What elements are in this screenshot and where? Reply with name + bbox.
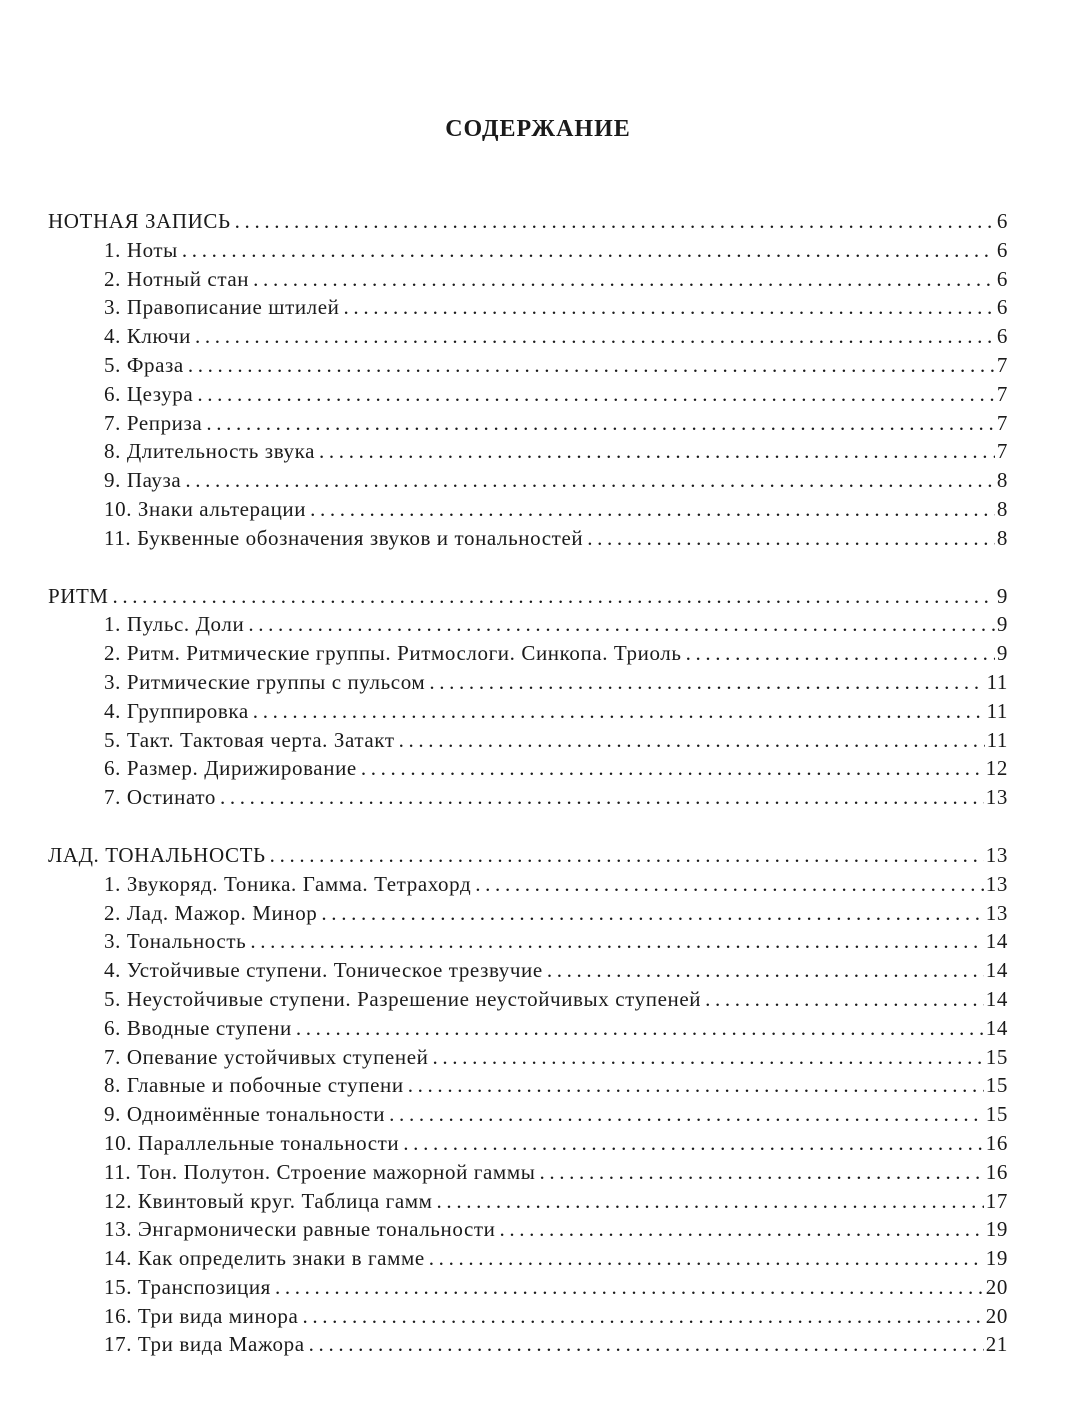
toc-entry[interactable] — [48, 1187, 1008, 1216]
entry-text — [104, 1302, 298, 1331]
page-number: 7 — [996, 410, 1008, 435]
table-of-contents — [48, 207, 1008, 1388]
page-number: 8 — [996, 496, 1008, 521]
entry-number: 2. — [104, 266, 121, 291]
entry-label: Три вида минора — [137, 1303, 299, 1328]
entry-number: 1. — [104, 871, 121, 896]
entry-number: 12. — [104, 1188, 133, 1213]
entry-label: Устойчивые ступени. Тоническое трезвучие — [126, 958, 543, 983]
page-number: 13 — [985, 785, 1008, 810]
entry-text — [104, 1014, 292, 1043]
entry-label: Тон. Полутон. Строение мажорной гаммы — [137, 1159, 536, 1184]
entry-label: Нотный стан — [126, 266, 250, 291]
entry-label: Квинтовый круг. Таблица гамм — [137, 1188, 433, 1213]
entry-text — [104, 1158, 535, 1187]
toc-entry[interactable] — [48, 726, 1008, 755]
toc-entry[interactable] — [48, 927, 1008, 956]
entry-number: 14. — [104, 1246, 133, 1271]
entry-label: Неустойчивые ступени. Разрешение неустойчивых ступеней — [126, 986, 702, 1011]
entry-number: 7. — [104, 1044, 121, 1069]
toc-entry[interactable] — [48, 1071, 1008, 1100]
entry-label: Ключи — [126, 324, 191, 349]
entry-label: Главные и побочные ступени — [126, 1073, 404, 1098]
page-number: 13 — [985, 842, 1008, 867]
toc-entry[interactable] — [48, 985, 1008, 1014]
entry-text — [104, 322, 191, 351]
page-number: 6 — [996, 295, 1008, 320]
toc-entry[interactable] — [48, 1330, 1008, 1359]
entry-text — [104, 726, 395, 755]
toc-entry[interactable] — [48, 1014, 1008, 1043]
entry-text — [104, 754, 357, 783]
entry-label: Тональность — [126, 929, 247, 954]
dot-leader — [182, 236, 995, 265]
entry-text — [104, 1071, 404, 1100]
page-number: 21 — [985, 1332, 1008, 1357]
entry-text — [104, 985, 701, 1014]
entry-label: Пауза — [126, 468, 182, 493]
entry-text — [104, 1244, 425, 1273]
dot-leader — [195, 322, 995, 351]
toc-entry[interactable] — [48, 293, 1008, 322]
dot-leader — [432, 1043, 983, 1072]
entry-number: 11. — [104, 525, 132, 550]
dot-leader — [309, 1330, 984, 1359]
entry-text — [104, 783, 216, 812]
entry-label: Три вида Мажора — [137, 1332, 305, 1357]
entry-text — [104, 1129, 399, 1158]
section-heading-text: ЛАД. ТОНАЛЬНОСТЬ — [48, 842, 266, 867]
page-number: 11 — [986, 727, 1008, 752]
entry-number: 5. — [104, 352, 121, 377]
entry-text — [104, 697, 249, 726]
dot-leader — [310, 495, 995, 524]
entry-number: 8. — [104, 439, 121, 464]
entry-text — [104, 466, 181, 495]
entry-text — [104, 899, 317, 928]
dot-leader — [197, 380, 995, 409]
toc-entry[interactable] — [48, 1302, 1008, 1331]
entry-text — [104, 956, 543, 985]
dot-leader — [429, 1244, 984, 1273]
entry-number: 6. — [104, 1015, 121, 1040]
toc-entry[interactable] — [48, 437, 1008, 466]
entry-text — [104, 265, 249, 294]
entry-label: Энгармонически равные тональности — [137, 1217, 496, 1242]
toc-entry[interactable] — [48, 1100, 1008, 1129]
entry-label: Остинато — [126, 785, 216, 810]
entry-number: 2. — [104, 641, 121, 666]
dot-leader — [319, 437, 995, 466]
entry-label: Ноты — [126, 237, 178, 262]
toc-entry[interactable] — [48, 265, 1008, 294]
entry-label: Звукоряд. Тоника. Гамма. Тетрахорд — [126, 871, 472, 896]
entry-label: Одноимённые тональности — [126, 1102, 386, 1127]
page-number: 14 — [985, 986, 1008, 1011]
entry-text — [104, 1187, 433, 1216]
entry-number: 3. — [104, 929, 121, 954]
dot-leader — [188, 351, 995, 380]
entry-text — [104, 1330, 305, 1359]
page-number: 11 — [986, 669, 1008, 694]
entry-label: Длительность звука — [126, 439, 315, 464]
page-number: 12 — [985, 756, 1008, 781]
entry-number: 1. — [104, 237, 121, 262]
dot-leader — [344, 293, 995, 322]
dot-leader — [112, 582, 994, 611]
toc-entry[interactable] — [48, 870, 1008, 899]
toc-entry[interactable] — [48, 610, 1008, 639]
entry-text — [104, 495, 306, 524]
entry-number: 2. — [104, 900, 121, 925]
dot-leader — [302, 1302, 983, 1331]
page-number: 17 — [985, 1188, 1008, 1213]
toc-entry[interactable] — [48, 351, 1008, 380]
page-number: 15 — [985, 1044, 1008, 1069]
dot-leader — [235, 207, 995, 236]
entry-number: 5. — [104, 727, 121, 752]
entry-text — [104, 870, 471, 899]
entry-number: 6. — [104, 381, 121, 406]
entry-label: Буквенные обозначения звуков и тональностей — [137, 525, 584, 550]
entry-label: Размер. Дирижирование — [126, 756, 357, 781]
entry-text — [104, 236, 178, 265]
dot-leader — [361, 754, 984, 783]
entry-text — [104, 1215, 495, 1244]
entry-label: Правописание штилей — [126, 295, 340, 320]
entry-label: Как определить знаки в гамме — [137, 1246, 425, 1271]
toc-section-heading[interactable] — [48, 207, 1008, 236]
entry-number: 4. — [104, 324, 121, 349]
dot-leader — [275, 1273, 984, 1302]
section-heading-text: НОТНАЯ ЗАПИСЬ — [48, 209, 231, 233]
entry-label: Цезура — [126, 381, 194, 406]
entry-text — [104, 668, 425, 697]
entry-number: 10. — [104, 496, 133, 521]
toc-entry[interactable] — [48, 639, 1008, 668]
entry-number: 8. — [104, 1073, 121, 1098]
toc-entry[interactable] — [48, 322, 1008, 351]
entry-number: 11. — [104, 1159, 132, 1184]
entry-number: 17. — [104, 1332, 133, 1357]
dot-leader — [705, 985, 984, 1014]
toc-entry[interactable] — [48, 1158, 1008, 1187]
page-number: 7 — [996, 439, 1008, 464]
page-number: 6 — [996, 237, 1008, 262]
entry-number: 3. — [104, 669, 121, 694]
dot-leader — [185, 466, 995, 495]
entry-number: 10. — [104, 1130, 133, 1155]
entry-label: Ритм. Ритмические группы. Ритмослоги. Синкопа. Триоль — [126, 641, 682, 666]
page-number: 19 — [985, 1217, 1008, 1242]
page-number: 19 — [985, 1246, 1008, 1271]
section-heading-text: РИТМ — [48, 583, 109, 608]
entry-text — [104, 639, 682, 668]
dot-leader — [539, 1158, 983, 1187]
entry-label: Группировка — [126, 698, 249, 723]
entry-number: 4. — [104, 958, 121, 983]
page-number: 13 — [985, 871, 1008, 896]
entry-text — [104, 293, 340, 322]
toc-section-heading[interactable] — [48, 582, 1008, 611]
entry-text — [104, 1100, 385, 1129]
toc-entry[interactable] — [48, 409, 1008, 438]
page-number: 13 — [985, 900, 1008, 925]
toc-entry[interactable] — [48, 495, 1008, 524]
page-number: 6 — [996, 209, 1008, 233]
entry-text — [104, 351, 184, 380]
dot-leader — [686, 639, 995, 668]
page-number: 14 — [985, 929, 1008, 954]
page-number: 9 — [996, 612, 1008, 637]
page-number: 20 — [985, 1274, 1008, 1299]
page-number: 16 — [985, 1130, 1008, 1155]
page-title: СОДЕРЖАНИЕ — [445, 116, 631, 142]
entry-text — [104, 524, 583, 553]
toc-entry[interactable] — [48, 1043, 1008, 1072]
entry-label: Лад. Мажор. Минор — [126, 900, 318, 925]
toc-entry[interactable] — [48, 1244, 1008, 1273]
toc-entry[interactable] — [48, 668, 1008, 697]
page-number: 7 — [996, 381, 1008, 406]
toc-entry[interactable] — [48, 524, 1008, 553]
toc-entry[interactable] — [48, 899, 1008, 928]
entry-label: Опевание устойчивых ступеней — [126, 1044, 429, 1069]
entry-number: 7. — [104, 785, 121, 810]
toc-entry[interactable] — [48, 956, 1008, 985]
dot-leader — [296, 1014, 984, 1043]
page-number: 9 — [996, 583, 1008, 608]
toc-section — [48, 207, 1008, 553]
page-number: 7 — [996, 352, 1008, 377]
dot-leader — [437, 1187, 984, 1216]
dot-leader — [389, 1100, 984, 1129]
toc-section — [48, 841, 1008, 1359]
entry-number: 4. — [104, 698, 121, 723]
dot-leader — [321, 899, 983, 928]
entry-number: 1. — [104, 612, 121, 637]
dot-leader — [270, 841, 984, 870]
page-number: 8 — [996, 468, 1008, 493]
toc-entry[interactable] — [48, 1215, 1008, 1244]
entry-label: Вводные ступени — [126, 1015, 292, 1040]
page-number: 15 — [985, 1102, 1008, 1127]
entry-label: Знаки альтерации — [137, 496, 307, 521]
entry-text — [104, 1043, 428, 1072]
page-number: 14 — [985, 958, 1008, 983]
toc-entry[interactable] — [48, 1129, 1008, 1158]
entry-label: Такт. Тактовая черта. Затакт — [126, 727, 395, 752]
dot-leader — [475, 870, 984, 899]
page-number: 9 — [996, 641, 1008, 666]
entry-number: 9. — [104, 1102, 121, 1127]
entry-text — [104, 380, 193, 409]
entry-label: Фраза — [126, 352, 184, 377]
entry-number: 13. — [104, 1217, 133, 1242]
entry-text — [104, 927, 246, 956]
entry-number: 5. — [104, 986, 121, 1011]
entry-number: 6. — [104, 756, 121, 781]
dot-leader — [253, 265, 995, 294]
entry-label: Транспозиция — [137, 1274, 271, 1299]
toc-entry[interactable] — [48, 236, 1008, 265]
page-number: 11 — [986, 698, 1008, 723]
entry-label: Пульс. Доли — [126, 612, 245, 637]
dot-leader — [206, 409, 995, 438]
dot-leader — [429, 668, 984, 697]
entry-number: 3. — [104, 295, 121, 320]
dot-leader — [499, 1215, 983, 1244]
toc-entry[interactable] — [48, 380, 1008, 409]
toc-section — [48, 582, 1008, 812]
page-number: 6 — [996, 266, 1008, 291]
dot-leader — [547, 956, 984, 985]
toc-entry[interactable] — [48, 783, 1008, 812]
dot-leader — [403, 1129, 984, 1158]
toc-entry[interactable] — [48, 466, 1008, 495]
page-number: 15 — [985, 1073, 1008, 1098]
dot-leader — [248, 610, 995, 639]
dot-leader — [399, 726, 985, 755]
entry-text — [104, 409, 202, 438]
dot-leader — [587, 524, 995, 553]
entry-number: 16. — [104, 1303, 133, 1328]
toc-section-heading[interactable] — [48, 841, 1008, 870]
entry-label: Параллельные тональности — [137, 1130, 400, 1155]
entry-number: 15. — [104, 1274, 133, 1299]
entry-text — [104, 610, 244, 639]
page-number: 6 — [996, 324, 1008, 349]
page-number: 20 — [985, 1303, 1008, 1328]
entry-number: 7. — [104, 410, 121, 435]
toc-entry[interactable] — [48, 754, 1008, 783]
dot-leader — [408, 1071, 984, 1100]
entry-text — [104, 437, 315, 466]
page-number: 14 — [985, 1015, 1008, 1040]
dot-leader — [253, 697, 985, 726]
dot-leader — [220, 783, 984, 812]
entry-label: Реприза — [126, 410, 203, 435]
entry-text — [104, 1273, 271, 1302]
entry-label: Ритмические группы с пульсом — [126, 669, 426, 694]
page-number: 8 — [996, 525, 1008, 550]
dot-leader — [250, 927, 983, 956]
page-number: 16 — [985, 1159, 1008, 1184]
toc-entry[interactable] — [48, 1273, 1008, 1302]
toc-entry[interactable] — [48, 697, 1008, 726]
entry-number: 9. — [104, 468, 121, 493]
